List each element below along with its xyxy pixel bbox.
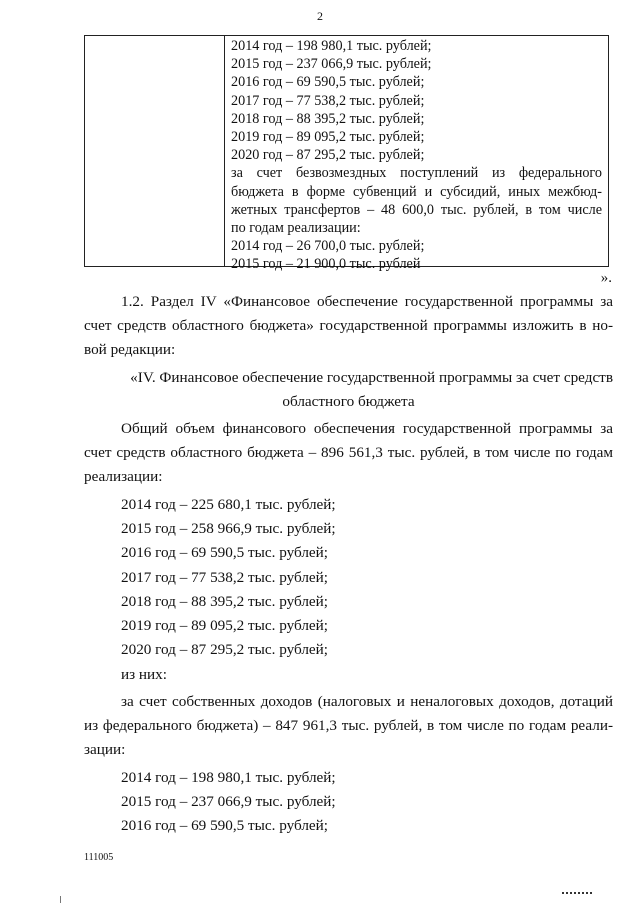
item-1-2-line: вой редакции:	[84, 341, 176, 359]
list-item: 2014 год – 225 680,1 тыс. рублей;	[121, 495, 336, 513]
scan-tick	[60, 896, 61, 903]
own-revenue-paragraph	[84, 690, 613, 763]
total-line: счет средств областного бюджета – 896 561,3 тыс. рублей, в том числе по годам	[84, 444, 613, 462]
list-item: 2015 год – 258 966,9 тыс. рублей;	[121, 519, 336, 537]
section-heading: «IV. Финансовое обеспечение государственной программы за счет средств	[130, 368, 613, 386]
own-years-list	[84, 766, 613, 839]
table-right-cell	[225, 36, 608, 273]
funding-table	[84, 35, 609, 273]
closing-quote: ».	[600, 270, 612, 286]
of-them-label: из них:	[121, 665, 167, 683]
table-year-line: 2016 год – 69 590,5 тыс. рублей;	[231, 74, 425, 91]
list-item: 2016 год – 69 590,5 тыс. рублей;	[121, 817, 329, 835]
own-revenue-line: зации:	[84, 741, 126, 759]
list-item: 2016 год – 69 590,5 тыс. рублей;	[121, 544, 329, 562]
table-left-cell	[85, 36, 225, 266]
document-body	[84, 290, 613, 842]
list-item: 2020 год – 87 295,2 тыс. рублей;	[121, 641, 329, 659]
table-year-line: 2015 год – 237 066,9 тыс. рублей;	[231, 56, 432, 73]
item-1-2-line: 1.2. Раздел IV «Финансовое обеспечение государственной программы за	[121, 293, 613, 310]
page-number: 2	[317, 9, 323, 23]
total-line: реализации:	[84, 468, 163, 486]
table-year-line: 2017 год – 77 538,2 тыс. рублей;	[231, 92, 425, 109]
list-item: 2015 год – 237 066,9 тыс. рублей;	[121, 792, 336, 810]
table-year-line: 2020 год – 87 295,2 тыс. рублей;	[231, 147, 425, 164]
list-item: 2014 год – 198 980,1 тыс. рублей;	[121, 768, 336, 786]
list-item: 2019 год – 89 095,2 тыс. рублей;	[121, 617, 329, 635]
item-1-2-line: счет средств областного бюджета» государственной программы изложить в но-	[84, 317, 613, 335]
total-funding-paragraph	[84, 417, 613, 490]
table-paragraph-line: жетных трансфертов – 48 600,0 тыс. рублей, в том числе	[231, 201, 602, 218]
item-1-2	[84, 290, 613, 363]
table-year-line: 2014 год – 26 700,0 тыс. рублей;	[231, 238, 425, 255]
own-revenue-line: за счет собственных доходов (налоговых и неналоговых доходов, дотаций	[121, 693, 613, 710]
table-paragraph-line: бюджета в форме субвенций и субсидий, иных межбюд-	[231, 183, 602, 200]
footer-code: 111005	[84, 852, 114, 863]
table-year-line: 2014 год – 198 980,1 тыс. рублей;	[231, 38, 432, 54]
list-item: 2018 год – 88 395,2 тыс. рублей;	[121, 592, 329, 610]
table-paragraph-line: за счет безвозмездных поступлений из федерального	[231, 165, 602, 182]
total-years-list	[84, 493, 613, 687]
table-year-line: 2019 год – 89 095,2 тыс. рублей;	[231, 129, 425, 146]
list-item: 2017 год – 77 538,2 тыс. рублей;	[121, 568, 329, 586]
table-year-line: 2018 год – 88 395,2 тыс. рублей;	[231, 110, 425, 127]
table-paragraph-line: по годам реализации:	[231, 220, 361, 237]
table-year-line: 2015 год – 21 900,0 тыс. рублей	[231, 256, 421, 273]
total-line: Общий объем финансового обеспечения государственной программы за	[121, 420, 613, 438]
own-revenue-line: из федерального бюджета) – 847 961,3 тыс. рублей, в том числе по годам реали-	[84, 717, 613, 735]
section-heading-cont: областного бюджета	[282, 392, 415, 410]
scan-mark	[562, 892, 592, 897]
